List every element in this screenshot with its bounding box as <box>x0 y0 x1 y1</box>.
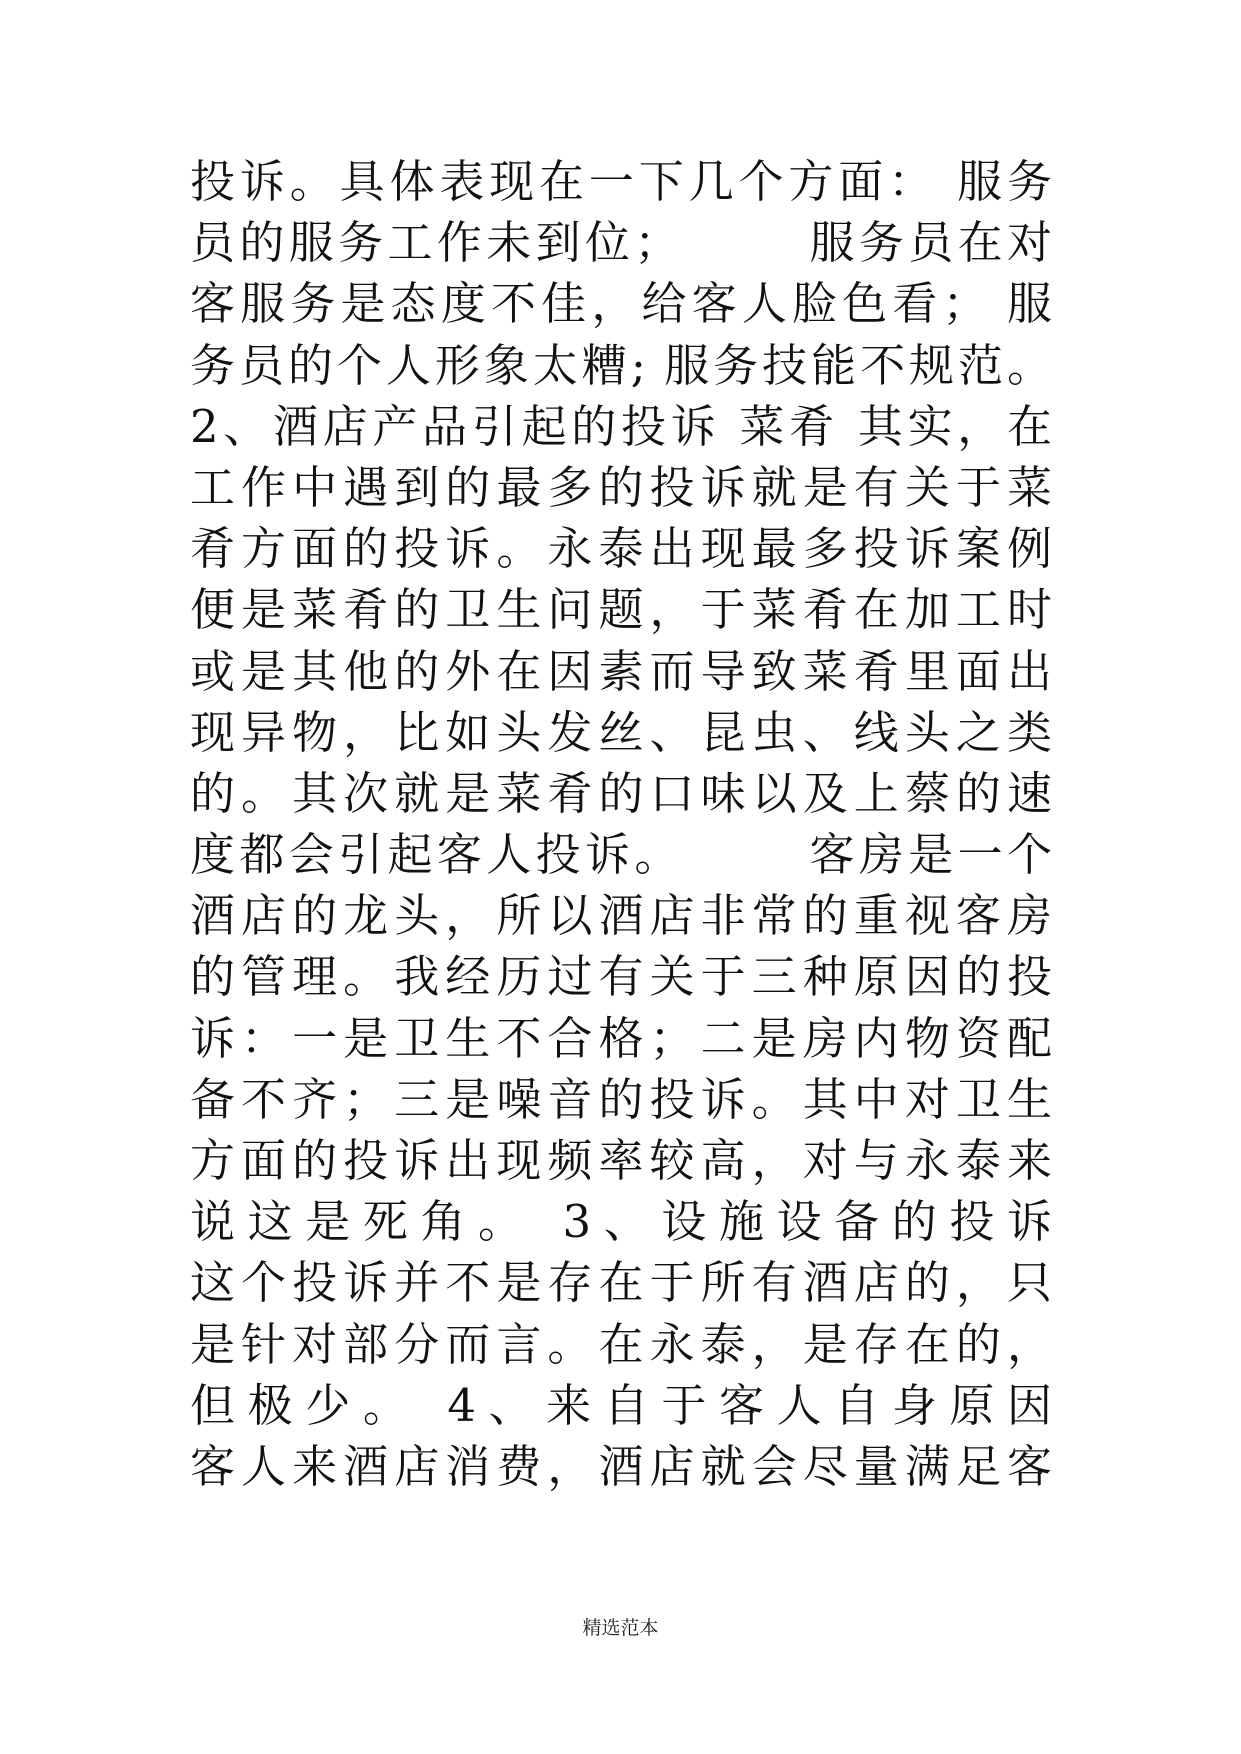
text-line: 的。其次就是菜肴的口味以及上蔡的速 <box>190 766 1052 820</box>
text-line: 诉：一是卫生不合格；二是房内物资配 <box>190 1011 1052 1065</box>
text-line: 但极少。 4、来自于客人自身原因 <box>190 1378 1052 1432</box>
text-line: 客服务是态度不佳，给客人脸色看； 服 <box>190 277 1052 331</box>
text-line: 度都会引起客人投诉。 客房是一个 <box>190 828 1052 882</box>
page-footer: 精选范本 <box>582 1617 659 1639</box>
text-line: 工作中遇到的最多的投诉就是有关于菜 <box>190 460 1052 514</box>
text-line: 投诉。具体表现在一下几个方面： 服务 <box>190 155 1052 208</box>
text-line: 员的服务工作未到位； 服务员在对 <box>190 216 1052 270</box>
text-line: 肴方面的投诉。永泰出现最多投诉案例 <box>190 522 1052 576</box>
text-line: 客人来酒店消费，酒店就会尽量满足客 <box>190 1439 1052 1493</box>
text-line: 现异物，比如头发丝、昆虫、线头之类 <box>190 705 1052 759</box>
text-line: 方面的投诉出现频率较高，对与永泰来 <box>190 1134 1052 1187</box>
text-line: 2、酒店产品引起的投诉 菜肴 其实，在 <box>190 399 1052 453</box>
text-line: 酒店的龙头，所以酒店非常的重视客房 <box>190 889 1052 943</box>
text-line: 或是其他的外在因素而导致菜肴里面出 <box>190 644 1052 698</box>
text-line: 是针对部分而言。在永泰，是存在的， <box>190 1317 1052 1371</box>
text-line: 便是菜肴的卫生问题，于菜肴在加工时 <box>190 583 1052 637</box>
text-line: 说这是死角。 3、设施设备的投诉 <box>190 1195 1052 1249</box>
text-line: 务员的个人形象太糟; 服务技能不规范。 <box>190 338 1052 392</box>
text-line: 这个投诉并不是存在于所有酒店的，只 <box>190 1256 1052 1310</box>
text-line: 备不齐；三是噪音的投诉。其中对卫生 <box>190 1072 1052 1126</box>
text-line: 的管理。我经历过有关于三种原因的投 <box>190 950 1052 1004</box>
body-text <box>190 151 1052 1497</box>
